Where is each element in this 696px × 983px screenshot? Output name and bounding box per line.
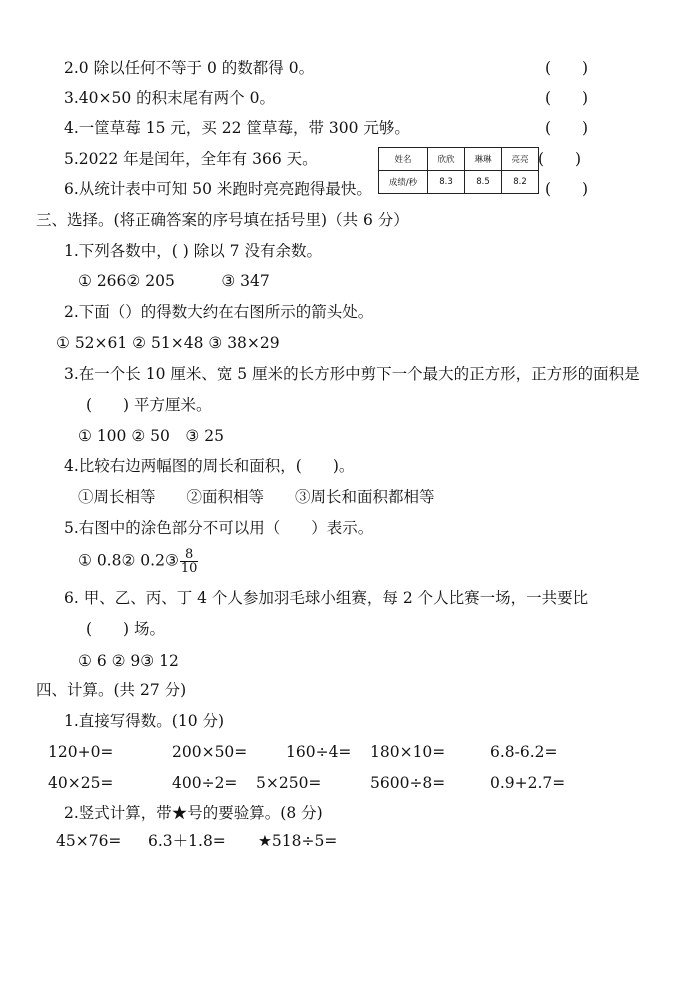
choice-q4-options: ①周长相等 ②面积相等 ③周长和面积都相等 [78, 488, 435, 506]
choice-q6-options: ① 6 ② 9③ 12 [78, 652, 179, 670]
choice-q6-cont: ( ) 场。 [86, 620, 166, 638]
calc-sub1: 1.直接写得数。(10 分) [64, 712, 225, 730]
calc-item: 120+0= [48, 743, 114, 761]
choice-q5: 5.右图中的涂色部分不可以用（ ）表示。 [64, 519, 374, 537]
calc-sub2: 2.竖式计算，带★号的要验算。(8 分) [64, 804, 323, 822]
judge-item-6: 6.从统计表中可知 50 米跑时亮亮跑得最快。 [64, 180, 372, 198]
calc-item: 5600÷8= [370, 774, 446, 792]
table-cell: 成绩/秒 [379, 171, 428, 194]
judge-item-2: 2.0 除以任何不等于 0 的数都得 0。 [64, 59, 315, 77]
choice-q1: 1.下列各数中，( ) 除以 7 没有余数。 [64, 242, 322, 260]
choice-q2-options: ① 52×61 ② 51×48 ③ 38×29 [56, 334, 280, 352]
answer-paren[interactable]: ( ) [545, 119, 589, 137]
table-cell: 姓名 [379, 148, 428, 171]
choice-q4: 4.比较右边两幅图的周长和面积，( )。 [64, 457, 355, 475]
answer-paren[interactable]: ( ) [545, 59, 589, 77]
judge-item-3: 3.40×50 的积末尾有两个 0。 [64, 89, 275, 107]
calc-item: 5×250= [256, 774, 322, 792]
calc-item: 6.8-6.2= [490, 743, 558, 761]
calc-item: 160÷4= [286, 743, 352, 761]
answer-paren[interactable]: ( ) [545, 89, 589, 107]
calc-item: 0.9+2.7= [490, 774, 566, 792]
table-cell: 亮亮 [502, 148, 539, 171]
choice-q6: 6. 甲、乙、丙、丁 4 个人参加羽毛球小组赛，每 2 个人比赛一场，一共要比 [64, 589, 589, 607]
choice-q3-options: ① 100 ② 50 ③ 25 [78, 427, 224, 445]
judge-item-4: 4.一筐草莓 15 元，买 22 筐草莓，带 300 元够。 [64, 119, 410, 137]
choice-q5-options [78, 548, 198, 575]
calc-item: 180×10= [370, 743, 446, 761]
table-row [379, 148, 539, 171]
score-table [378, 147, 539, 194]
answer-paren[interactable]: ( ) [538, 150, 582, 168]
fraction-denominator: 10 [180, 561, 198, 576]
calc-item: 45×76= [56, 832, 122, 850]
calc-item: 40×25= [48, 774, 114, 792]
table-cell: 8.2 [502, 171, 539, 194]
answer-paren[interactable]: ( ) [545, 180, 589, 198]
judge-item-5: 5.2022 年是闰年，全年有 366 天。 [64, 150, 318, 168]
section-title-calc: 四、计算。(共 27 分) [36, 681, 187, 699]
choice-q3-cont: ( ) 平方厘米。 [86, 396, 212, 414]
section-title-choice: 三、选择。(将正确答案的序号填在括号里)（共 6 分） [36, 211, 409, 229]
choice-q1-options: ① 266② 205 ③ 347 [78, 272, 270, 290]
table-cell: 欣欣 [428, 148, 465, 171]
calc-item: 6.3＋1.8= [148, 832, 226, 850]
table-cell: 8.5 [465, 171, 502, 194]
table-row [379, 171, 539, 194]
fraction [180, 548, 199, 575]
calc-item: 200×50= [172, 743, 248, 761]
choice-q2: 2.下面（）的得数大约在右图所示的箭头处。 [64, 303, 374, 321]
calc-item: ★518÷5= [258, 832, 338, 850]
table-cell: 琳琳 [465, 148, 502, 171]
calc-item: 400÷2= [172, 774, 238, 792]
table-cell: 8.3 [428, 171, 465, 194]
choice-q5-options-text: ① 0.8② 0.2③ [78, 551, 179, 570]
choice-q3: 3.在一个长 10 厘米、宽 5 厘米的长方形中剪下一个最大的正方形，正方形的面积是 [64, 365, 640, 383]
fraction-numerator: 8 [180, 548, 199, 562]
